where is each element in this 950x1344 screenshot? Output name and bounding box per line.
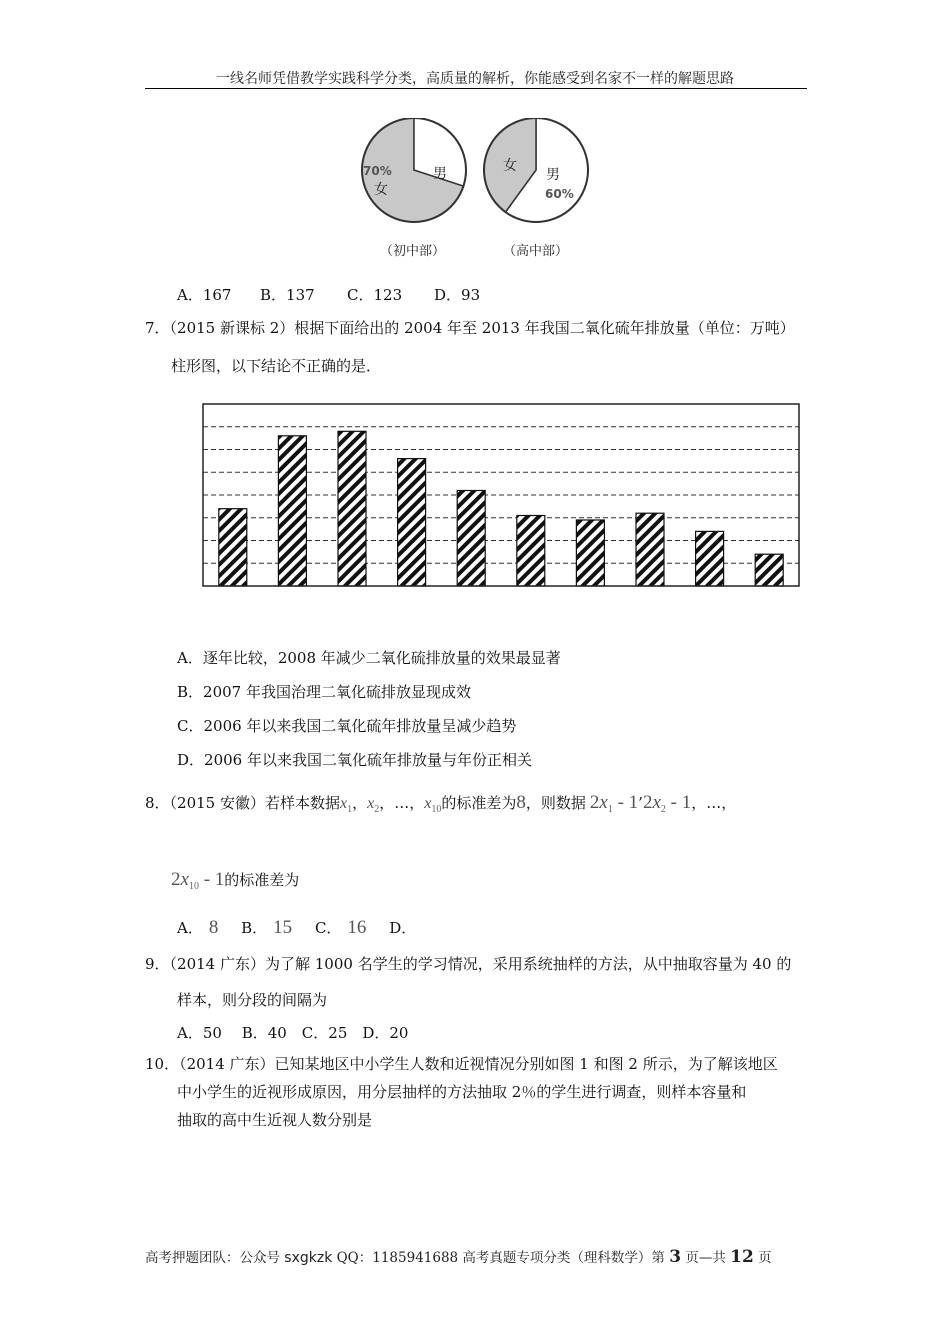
bar-2009 xyxy=(517,516,545,587)
pie-senior-male-label: 男 xyxy=(546,167,560,183)
footer-part-4: 页 xyxy=(753,1250,772,1266)
q8-sep: ’ xyxy=(638,794,643,812)
q10-line-1: 10．（2014 广东）已知某地区中小学生人数和近视情况分别如图 1 和图 2 所示，为了解该地区 xyxy=(145,1055,778,1073)
pie-junior-female-label: 女 xyxy=(374,182,388,198)
page-footer xyxy=(145,1246,772,1267)
q8-ellipsis: ，…， xyxy=(379,794,425,812)
q8-option-b-value: 15 xyxy=(273,917,293,938)
footer-part-1: 高考押题团队：公众号 xyxy=(145,1250,285,1266)
footer-total-pages: 12 xyxy=(730,1247,754,1267)
q8-option-c-label: C． xyxy=(314,919,342,937)
q9-options: A．50 B．40 C．25 D．20 xyxy=(177,1024,409,1042)
q8-x10: $x_{10}$ xyxy=(424,795,442,815)
q8-expr-1: $2x_1 - 1$ xyxy=(589,792,639,815)
q8-option-d-label: D． xyxy=(389,919,417,937)
pie-senior-caption: （高中部） xyxy=(503,244,569,259)
q8-option-c-value: 16 xyxy=(347,917,367,938)
q8-prefix: 8．（2015 安徽）若样本数据 xyxy=(145,794,340,812)
header-rule xyxy=(145,88,807,89)
q7-option-c: C．2006 年以来我国二氧化硫年排放量呈减少趋势 xyxy=(177,717,517,735)
q8-line2-tail: 的标准差为 xyxy=(224,871,300,889)
bar-2005 xyxy=(278,436,306,586)
q8-std-text: 的标准差为 xyxy=(441,794,517,812)
q8-line-2 xyxy=(171,866,299,901)
pie-senior-female-label: 女 xyxy=(503,158,517,174)
q10-line-3: 抽取的高中生近视人数分别是 xyxy=(177,1111,373,1129)
q8-options xyxy=(177,916,416,940)
pie-senior-male-percent: 60% xyxy=(545,187,574,201)
so2-bar-chart xyxy=(200,400,802,592)
bar-2008 xyxy=(457,491,485,587)
q6-option-b: B．137 xyxy=(260,286,315,304)
q6-option-c: C．123 xyxy=(347,286,403,304)
pie-junior-female-percent: 70% xyxy=(363,164,392,178)
pie-junior-male-label: 男 xyxy=(433,166,447,182)
q8-comma: ， xyxy=(352,794,368,812)
q6-option-d: D．93 xyxy=(434,286,481,304)
q8-tail: ，…， xyxy=(691,794,737,812)
q7-option-b: B．2007 年我国治理二氧化硫排放显现成效 xyxy=(177,683,471,701)
bar-2011 xyxy=(636,513,664,586)
pie-senior xyxy=(484,118,588,259)
q9-line-1: 9．（2014 广东）为了解 1000 名学生的学习情况，采用系统抽样的方法，从中抽取容量为 40 的 xyxy=(145,955,792,973)
bar-2013 xyxy=(755,554,783,586)
q8-expr-2: $2x_2 - 1$ xyxy=(642,792,692,815)
pie-junior xyxy=(362,118,466,259)
q8-line-1 xyxy=(145,788,736,825)
q8-option-a-label: A． xyxy=(177,919,203,937)
q7-option-a: A．逐年比较，2008 年减少二氧化硫排放量的效果最显著 xyxy=(177,649,561,667)
q8-x2: $x_2$ xyxy=(367,795,380,815)
bar-2010 xyxy=(576,520,604,586)
footer-page-number: 3 xyxy=(669,1247,682,1267)
q8-option-a-value: 8 xyxy=(208,917,219,938)
footer-part-3: 页—共 xyxy=(681,1250,731,1266)
footer-brand: sxgkzk xyxy=(284,1250,333,1266)
q10-line-2: 中小学生的近视形成原因，用分层抽样的方法抽取 2％的学生进行调查，则样本容量和 xyxy=(177,1083,747,1101)
pie-figure xyxy=(355,118,605,268)
page-header: 一线名师凭借教学实践科学分类，高质量的解析，你能感受到名家不一样的解题思路 xyxy=(216,71,734,87)
footer-part-2: QQ：1185941688 高考真题专项分类（理科数学）第 xyxy=(332,1250,670,1266)
bar-2006 xyxy=(338,431,366,586)
q7-line-1: 7．（2015 新课标 2）根据下面给出的 2004 年至 2013 年我国二氧化硫年排放量（单位：万吨） xyxy=(145,319,795,337)
bar-2012 xyxy=(696,531,724,586)
q8-then-text: ，则数据 xyxy=(525,794,586,812)
bar-2007 xyxy=(398,459,426,586)
q9-line-2: 样本，则分段的间隔为 xyxy=(177,991,328,1009)
q8-option-b-label: B． xyxy=(241,919,268,937)
q8-x1: $x_1$ xyxy=(340,795,353,815)
q7-option-d: D．2006 年以来我国二氧化硫年排放量与年份正相关 xyxy=(177,751,532,769)
q6-option-a: A．167 xyxy=(177,286,232,304)
q8-expr-10: $2x_{10} - 1$ xyxy=(171,869,225,892)
q8-std-value: 8 xyxy=(516,792,526,813)
bar-2004 xyxy=(219,509,247,586)
pie-junior-caption: （初中部） xyxy=(380,244,446,259)
q7-line-2: 柱形图，以下结论不正确的是． xyxy=(171,357,382,375)
